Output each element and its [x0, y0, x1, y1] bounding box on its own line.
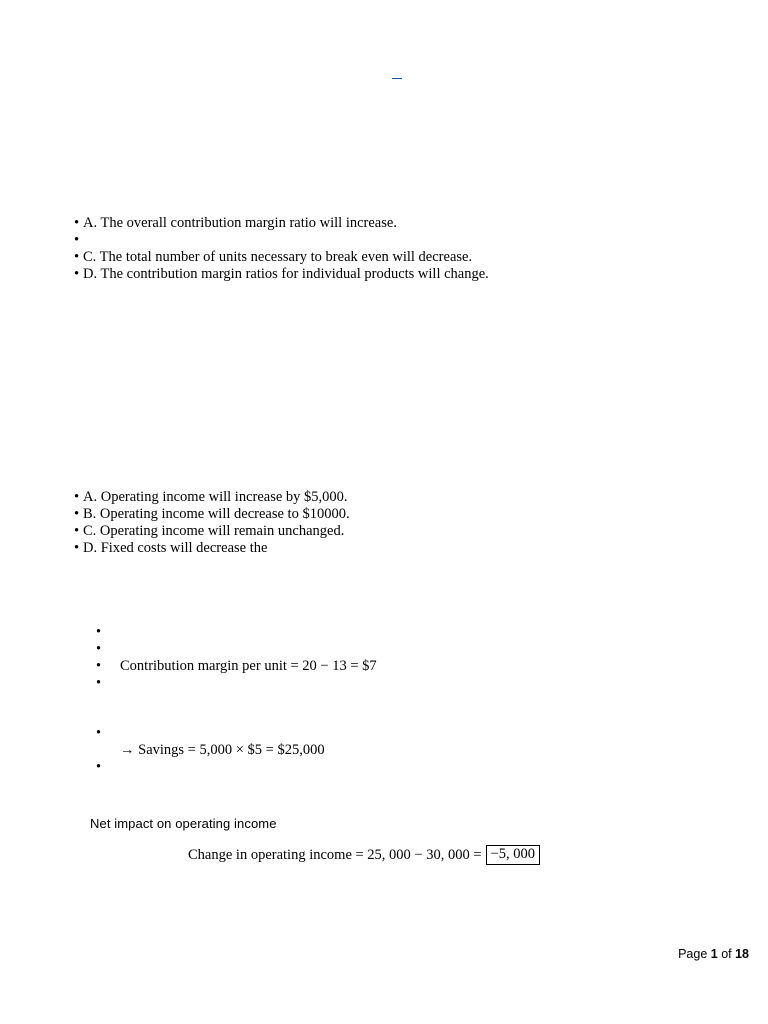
equation-text: Change in operating income = 25, 000 − 30, 000 =	[188, 846, 482, 863]
bullet: •	[96, 641, 102, 657]
total-pages: 18	[735, 947, 749, 961]
contribution-margin-text: Contribution margin per unit = 20 − 13 = $7	[120, 658, 377, 674]
option-a	[74, 215, 489, 232]
bullet: •	[74, 215, 80, 231]
bullet: •	[74, 232, 80, 248]
savings-text: → Savings = 5,000 × $5 = $25,000	[120, 742, 325, 758]
option-text: D. Fixed costs will decrease the	[83, 540, 268, 556]
bullet: •	[96, 759, 102, 775]
option-text: D. The contribution margin ratios for individual products will change.	[83, 266, 489, 282]
option-b	[74, 232, 489, 249]
option-c	[74, 523, 350, 540]
question-2-options	[74, 489, 350, 557]
bullet: •	[74, 266, 80, 282]
bullet: •	[74, 489, 80, 505]
net-impact-equation	[188, 845, 540, 865]
hyperlink-underline[interactable]	[392, 70, 402, 79]
bullet: •	[74, 523, 80, 539]
option-a	[74, 489, 350, 506]
page-of: of	[717, 947, 736, 961]
option-text: A. Operating income will increase by $5,000.	[83, 489, 348, 505]
question-1-options	[74, 215, 489, 283]
option-d	[74, 266, 489, 283]
bullet: •	[96, 725, 102, 741]
page-prefix: Page	[678, 947, 711, 961]
bullet: •	[96, 624, 102, 640]
net-impact-heading: Net impact on operating income	[90, 816, 277, 831]
page-number	[678, 947, 749, 961]
option-d	[74, 540, 350, 557]
option-c	[74, 249, 489, 266]
boxed-result: −5, 000	[486, 845, 540, 865]
bullet: •	[74, 540, 80, 556]
option-text: C. Operating income will remain unchanged.	[83, 523, 345, 539]
bullet: •	[96, 658, 102, 674]
option-text: C. The total number of units necessary to break even will decrease.	[83, 249, 473, 265]
current-page: 1	[710, 947, 718, 961]
option-text: A. The overall contribution margin ratio will increase.	[83, 215, 397, 231]
bullet: •	[74, 506, 80, 522]
bullet: •	[74, 249, 80, 265]
option-text: B. Operating income will decrease to $10000.	[83, 506, 350, 522]
bullet: •	[96, 675, 102, 691]
option-b	[74, 506, 350, 523]
